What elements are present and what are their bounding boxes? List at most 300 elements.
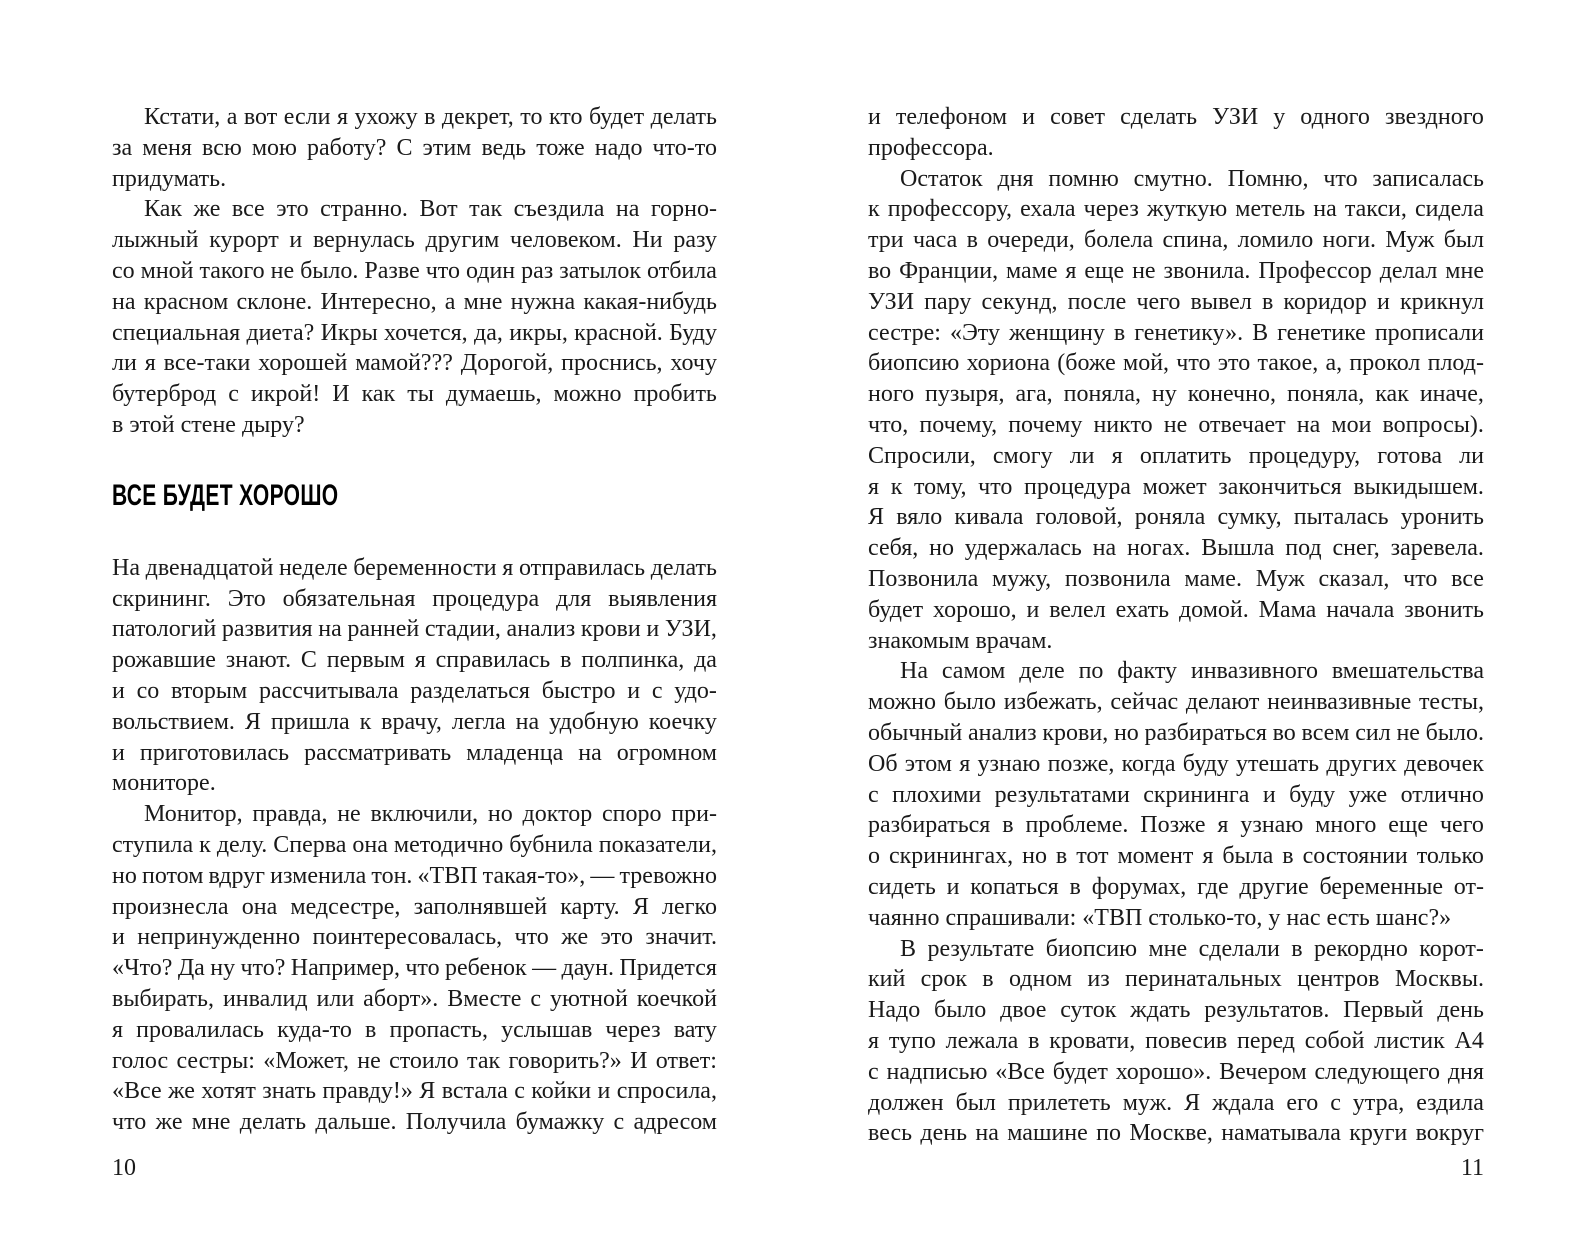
word: пузыря,: [925, 381, 1005, 408]
word: но: [929, 535, 954, 562]
word: удо-: [674, 677, 717, 704]
word: Я: [1184, 1089, 1201, 1116]
word: «ТВП: [417, 862, 478, 889]
word: Я: [419, 1078, 436, 1105]
text-line: [868, 964, 1484, 995]
word: сейчас: [1110, 689, 1179, 716]
word: уютной: [550, 985, 628, 1012]
word: На: [900, 658, 928, 685]
word: к: [890, 473, 903, 500]
text-line: [868, 348, 1484, 379]
word: в: [1028, 1027, 1040, 1054]
word: быстро: [541, 677, 616, 704]
word: как: [361, 381, 396, 408]
word: сил: [1355, 719, 1391, 746]
word: икры,: [509, 319, 568, 346]
word: корот-: [1419, 935, 1484, 962]
word: был: [1443, 227, 1484, 254]
word: склоне.: [236, 288, 313, 315]
word: форумах,: [1091, 873, 1187, 900]
word: выбирать,: [112, 985, 214, 1012]
word: декрет,: [441, 104, 514, 130]
word: меня: [142, 134, 192, 161]
text-line: [868, 872, 1484, 903]
word: такого: [199, 257, 265, 284]
word: сидеть: [868, 873, 936, 900]
word: крови,: [1042, 719, 1109, 746]
word: и: [112, 677, 125, 704]
word: процедура: [432, 585, 540, 612]
word: состоянии: [1302, 843, 1408, 870]
text-line: [112, 348, 717, 379]
word: кровати,: [1049, 1027, 1136, 1054]
word: УЗИ,: [664, 616, 717, 643]
word: «Эту: [949, 319, 1000, 346]
word: это: [600, 924, 633, 951]
word: другим: [425, 227, 500, 254]
word: была: [1222, 843, 1274, 870]
word: к: [199, 831, 211, 858]
word: заполнявшей: [413, 893, 548, 920]
word: делать: [239, 1109, 307, 1136]
word: было.: [1425, 719, 1484, 746]
word: койки: [531, 1078, 592, 1105]
word: и: [1262, 781, 1276, 808]
text-line: [868, 564, 1484, 595]
word: ага,: [1015, 381, 1053, 408]
word: мне: [191, 1109, 231, 1136]
word: На: [112, 554, 140, 581]
word: с: [868, 781, 879, 808]
word: центров: [1297, 966, 1380, 993]
word: рассчитывала: [258, 677, 399, 704]
word: прописали: [1374, 319, 1484, 346]
word: и: [1026, 596, 1040, 623]
word: Вышла: [1201, 535, 1275, 562]
text-line: [112, 953, 717, 984]
word: еще: [1388, 812, 1429, 839]
word: на: [1313, 196, 1337, 223]
word: и: [646, 616, 660, 643]
word: ждать: [1130, 997, 1191, 1024]
word: ты: [407, 381, 434, 408]
word: роняла: [1134, 504, 1206, 531]
word: что?: [240, 955, 286, 982]
word: никто: [1093, 411, 1153, 438]
word: споро: [602, 801, 662, 828]
word: я: [1065, 257, 1077, 284]
word: с: [530, 985, 542, 1012]
word: мою: [251, 134, 297, 161]
word: говорить?»: [508, 1047, 622, 1074]
word: сумку,: [1217, 504, 1282, 531]
text-line: [112, 892, 717, 923]
text-line: [868, 379, 1484, 410]
word: в: [1113, 319, 1126, 346]
word: отлично: [1400, 781, 1484, 808]
word: выявления: [608, 585, 717, 612]
text-line: [868, 995, 1484, 1026]
word: результатов.: [1204, 997, 1330, 1024]
word: потом: [141, 862, 204, 889]
text-line: [112, 256, 717, 287]
word: знают.: [225, 647, 292, 674]
word: Как: [144, 196, 183, 223]
word: что: [514, 924, 549, 951]
section-heading-text: ВСЕ БУДЕТ ХОРОШО: [112, 478, 339, 512]
text-line: [112, 645, 717, 676]
word: прилететь: [1007, 1089, 1111, 1116]
text-line: [868, 287, 1484, 318]
word: узнаю: [977, 750, 1041, 777]
text-line: [112, 861, 717, 892]
word: болела: [1084, 227, 1154, 254]
word: ответ:: [655, 1047, 717, 1074]
word: в: [424, 104, 436, 130]
word: да: [694, 647, 717, 674]
word: другие: [1239, 873, 1309, 900]
word: тот: [1076, 843, 1109, 870]
word: Остаток: [900, 165, 983, 192]
word: и: [597, 1078, 611, 1105]
word: перинатальных: [1125, 966, 1282, 993]
text-line: [112, 1107, 717, 1138]
word: не: [270, 257, 295, 284]
word: вяло: [896, 504, 943, 531]
word: на: [1296, 411, 1321, 438]
word: ну: [210, 955, 236, 982]
word: я: [112, 1016, 124, 1043]
text-line: [112, 318, 717, 349]
word: в: [1055, 843, 1068, 870]
word: не: [1163, 411, 1188, 438]
word: неделе: [278, 554, 348, 581]
word: Москве,: [1129, 1120, 1213, 1147]
word: день: [920, 1120, 968, 1147]
word: специальная: [112, 319, 241, 346]
word: Вместе: [447, 985, 522, 1012]
word: крови: [580, 616, 641, 643]
word: человеком.: [510, 227, 622, 254]
word: и: [868, 104, 881, 130]
word: В: [900, 935, 917, 962]
text-line: [112, 922, 717, 953]
word: вмешательства: [1331, 658, 1484, 685]
word: машине: [1007, 1120, 1088, 1147]
word: пыталась: [1293, 504, 1389, 531]
word: справилась: [435, 647, 551, 674]
word: записалась: [1372, 165, 1484, 192]
word: может: [1142, 473, 1207, 500]
word: в: [1282, 843, 1294, 870]
word: скрининг.: [112, 585, 211, 612]
word: легла: [451, 708, 506, 735]
word: в: [1069, 873, 1081, 900]
word: ступила: [112, 831, 194, 858]
word: процедуру,: [1248, 442, 1361, 469]
word: легко: [662, 893, 717, 920]
word: вывел: [1190, 288, 1252, 315]
word: не: [357, 1047, 381, 1074]
text-line: [868, 225, 1484, 256]
word: врачу,: [381, 708, 442, 735]
text-line: [112, 830, 717, 861]
word: инвалид: [222, 985, 308, 1012]
word: не: [337, 801, 361, 828]
word: съездила: [513, 196, 605, 223]
word: результате: [927, 935, 1035, 962]
text-line: [868, 472, 1484, 503]
word: «Все: [112, 1078, 162, 1105]
word: встала: [441, 1078, 508, 1105]
word: хорошо».: [1115, 1058, 1212, 1085]
word: должен: [868, 1089, 944, 1116]
word: биопсию: [868, 350, 960, 377]
word: хочется,: [384, 319, 468, 346]
word: телефоном: [895, 104, 1008, 130]
page-right: [797, 0, 1594, 1240]
word: мой,: [1123, 350, 1170, 377]
word: и: [1377, 288, 1390, 315]
word: значит.: [645, 924, 717, 951]
word: позже,: [1047, 750, 1115, 777]
word: ехала: [1020, 196, 1076, 223]
word: но: [112, 862, 137, 889]
word: же: [561, 924, 589, 951]
text-line: [112, 287, 717, 318]
word: а,: [1325, 350, 1343, 377]
word: да,: [474, 319, 503, 346]
word: головой,: [1035, 504, 1123, 531]
text-line: профессора.: [868, 134, 994, 161]
word: делал: [1379, 257, 1438, 284]
word: коечкой: [636, 985, 717, 1012]
word: вторым: [171, 677, 248, 704]
text-line: [868, 441, 1484, 472]
word: весь: [868, 1120, 913, 1147]
word: Об: [868, 750, 898, 777]
word: —: [590, 862, 615, 889]
word: три: [868, 227, 904, 254]
word: копаться: [970, 873, 1059, 900]
word: В: [1252, 319, 1269, 346]
word: если: [283, 104, 331, 130]
word: почему,: [919, 411, 998, 438]
text-line: [112, 553, 717, 584]
word: рассматривать: [304, 739, 452, 766]
word: ездила: [1416, 1089, 1484, 1116]
word: отбила: [647, 257, 717, 284]
word: маме: [1005, 257, 1058, 284]
word: ведь: [481, 134, 527, 161]
word: себя,: [868, 535, 919, 562]
word: Помню,: [1227, 165, 1309, 192]
word: прокол: [1349, 350, 1421, 377]
word: Дорогой,: [460, 350, 554, 377]
word: Профессор: [1258, 257, 1372, 284]
word: ухожу: [354, 104, 418, 130]
word: ждала: [1212, 1089, 1275, 1116]
word: на: [318, 616, 342, 643]
word: когда: [1121, 750, 1176, 777]
word: сказал,: [1318, 565, 1390, 592]
word: поняла,: [1286, 381, 1365, 408]
word: генетику».: [1134, 319, 1244, 346]
word: а: [444, 288, 456, 315]
word: проснись,: [561, 350, 663, 377]
word: я: [868, 473, 880, 500]
text-line: [868, 656, 1484, 687]
word: момент: [1117, 843, 1194, 870]
word: коечку: [648, 708, 717, 735]
word: стоило: [389, 1047, 459, 1074]
word: стадии,: [424, 616, 501, 643]
word: нужна: [510, 288, 576, 315]
word: доктор: [522, 801, 593, 828]
word: хотят: [201, 1078, 256, 1105]
word: делать: [650, 104, 717, 130]
word: помню: [1048, 165, 1119, 192]
word: но: [487, 801, 513, 828]
word: и: [289, 227, 303, 254]
word: вдруг: [208, 862, 266, 889]
word: медсестре,: [290, 893, 401, 920]
word: Например,: [290, 955, 400, 982]
word: результатами: [994, 781, 1130, 808]
word: на: [1092, 535, 1117, 562]
word: день: [1437, 997, 1484, 1024]
word: я: [868, 1027, 880, 1054]
word: Москвы.: [1394, 966, 1484, 993]
word: разу: [673, 227, 717, 254]
word: Кстати,: [144, 104, 221, 130]
word: биопсию: [1045, 935, 1138, 962]
word: дня: [997, 165, 1034, 192]
word: девочек: [1404, 750, 1484, 777]
word: анализ: [506, 616, 576, 643]
word: первым: [326, 647, 405, 674]
word: и: [946, 873, 960, 900]
word: Муж: [1385, 227, 1435, 254]
word: что: [1403, 565, 1438, 592]
word: так: [469, 196, 503, 223]
word: Позвонила: [868, 565, 979, 592]
word: маме.: [1184, 565, 1242, 592]
word: других: [1326, 750, 1397, 777]
word: или: [316, 985, 355, 1012]
word: будет: [1052, 1058, 1108, 1085]
text-line: [868, 410, 1484, 441]
word: удобную: [549, 708, 639, 735]
word: что: [112, 1109, 147, 1136]
section-heading: [112, 478, 717, 512]
word: в: [560, 647, 572, 674]
text-line: [868, 595, 1484, 626]
word: поинтересовалась,: [312, 924, 503, 951]
word: все: [231, 196, 265, 223]
word: мне: [1445, 257, 1484, 284]
word: же: [168, 1078, 195, 1105]
word: звездного: [1384, 104, 1484, 130]
text-line: [868, 102, 1484, 133]
word: процедура: [1024, 473, 1131, 500]
word: на: [112, 288, 136, 315]
word: коридор: [1283, 288, 1367, 315]
word: даун.: [561, 955, 614, 982]
word: это: [276, 196, 309, 223]
word: огромном: [616, 739, 717, 766]
word: ли: [112, 350, 137, 377]
word: такая-то»,: [482, 862, 586, 889]
word: мамой???: [355, 350, 453, 377]
text-line: [868, 841, 1484, 872]
word: бутерброд: [112, 381, 217, 408]
word: двенадцатой: [145, 554, 274, 581]
word: Я: [244, 708, 261, 735]
word: бубнила: [509, 831, 593, 858]
word: лежала: [945, 1027, 1019, 1054]
word: под: [1285, 535, 1322, 562]
word: через: [605, 1016, 661, 1043]
word: ного: [868, 381, 915, 408]
word: мне: [463, 288, 503, 315]
word: Вот: [419, 196, 458, 223]
word: правду!»: [322, 1078, 413, 1105]
word: еще: [1084, 257, 1125, 284]
word: узнаю: [1240, 812, 1304, 839]
text-line: чаянно спрашивали: «ТВП столько-то, у нас есть шанс?»: [868, 904, 1452, 931]
word: разбираться: [1144, 719, 1267, 746]
word: будет: [868, 596, 924, 623]
text-line: [112, 102, 717, 133]
word: раз: [521, 257, 554, 284]
word: генетике: [1277, 319, 1366, 346]
word: по: [1078, 658, 1104, 685]
word: что: [1176, 350, 1211, 377]
word: во: [1272, 719, 1296, 746]
word: звонила.: [1163, 257, 1251, 284]
word: отправилась: [518, 554, 646, 581]
word: и: [1022, 104, 1035, 130]
word: женщину: [1008, 319, 1105, 346]
word: горно-: [650, 196, 717, 223]
word: готова: [1377, 442, 1442, 469]
text-line: [112, 133, 717, 164]
word: «Что?: [112, 955, 173, 982]
word: патологий: [112, 616, 217, 643]
word: работу?: [307, 134, 387, 161]
text-line: [868, 1118, 1484, 1149]
text-line: [868, 502, 1484, 533]
word: было.: [300, 257, 359, 284]
word: Буду: [669, 319, 717, 346]
word: все-таки: [163, 350, 251, 377]
word: наматывала: [1221, 1120, 1341, 1147]
word: хориона: [966, 350, 1050, 377]
word: с: [651, 677, 663, 704]
word: и: [112, 739, 125, 766]
word: что: [405, 955, 440, 982]
word: полпинка,: [581, 647, 685, 674]
word: ногах.: [1127, 535, 1191, 562]
text-line: придумать.: [112, 165, 227, 192]
word: Я: [868, 504, 885, 531]
word: правда,: [252, 801, 328, 828]
word: и: [112, 924, 125, 951]
word: на: [975, 1120, 999, 1147]
word: Сперва: [273, 831, 347, 858]
text-line: [112, 614, 717, 645]
